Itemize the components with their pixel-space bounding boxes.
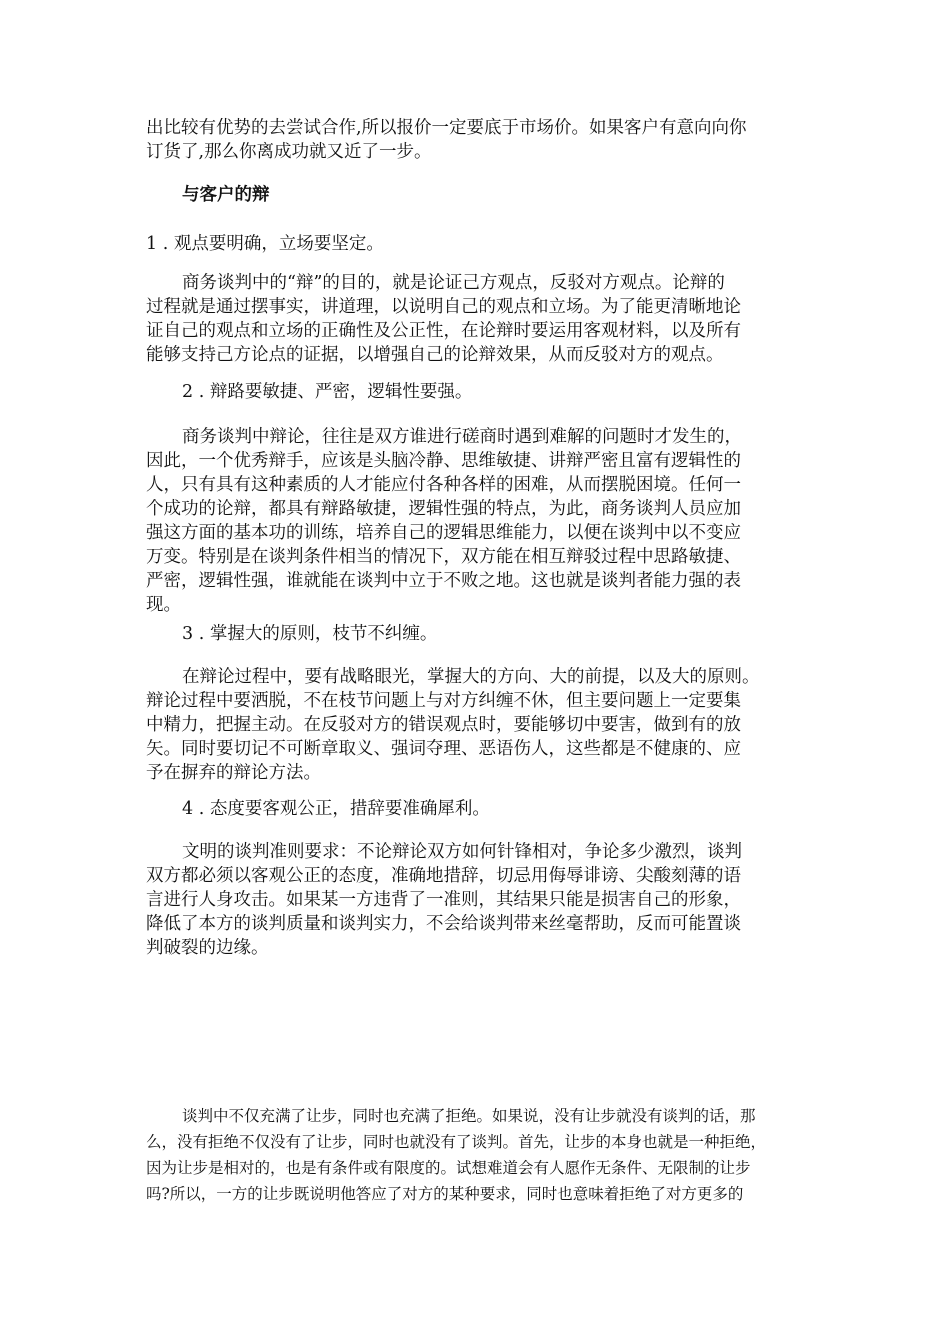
point-4-title: 4 . 态度要客观公正，措辞要准确犀利。 [182,799,490,819]
text-line: 么，没有拒绝不仅没有了让步，同时也就没有了谈判。首先，让步的本身也就是一种拒绝， [146,1133,767,1151]
text-line: 矢。同时要切记不可断章取义、强词夺理、恶语伤人，这些都是不健康的、应 [146,739,741,759]
text-line: 现。 [146,595,181,615]
text-line: 予在摒弃的辩论方法。 [146,763,321,783]
text-line: 证自己的观点和立场的正确性及公正性，在论辩时要运用客观材料，以及所有 [146,321,741,341]
text-line: 判破裂的边缘。 [146,938,269,958]
text-line: 文明的谈判准则要求：不论辩论双方如何针锋相对，争论多少激烈，谈判 [182,842,742,862]
text-line: 订货了,那么你离成功就又近了一步。 [146,142,432,162]
text-line: 因为让步是相对的，也是有条件或有限度的。试想难道会有人愿作无条件、无限制的让步 [146,1159,751,1177]
intro-paragraph [146,116,806,164]
point-4-body [146,840,806,960]
text-line: 言进行人身攻击。如果某一方违背了一准则，其结果只能是损害自己的形象， [146,890,741,910]
text-line: 严密，逻辑性强，谁就能在谈判中立于不败之地。这也就是谈判者能力强的表 [146,571,741,591]
text-line: 降低了本方的谈判质量和谈判实力，不会给谈判带来丝毫帮助，反而可能置谈 [146,914,741,934]
point-2-body [146,425,806,617]
text-line: 能够支持己方论点的证据，以增强自己的论辩效果，从而反驳对方的观点。 [146,345,724,365]
refusal-paragraph [146,1103,806,1207]
text-line: 谈判中不仅充满了让步，同时也充满了拒绝。如果说，没有让步就没有谈判的话，那 [182,1107,756,1125]
text-line: 辩论过程中要洒脱，不在枝节问题上与对方纠缠不休，但主要问题上一定要集 [146,691,741,711]
text-line: 中精力，把握主动。在反驳对方的错误观点时，要能够切中要害，做到有的放 [146,715,741,735]
text-line: 吗?所以，一方的让步既说明他答应了对方的某种要求，同时也意味着拒绝了对方更多的 [146,1185,744,1203]
point-3-title: 3 . 掌握大的原则，枝节不纠缠。 [182,624,438,644]
text-line: 因此，一个优秀辩手，应该是头脑冷静、思维敏捷、讲辩严密且富有逻辑性的 [146,451,741,471]
section-heading: 与客户的辩 [182,185,270,205]
point-2-title: 2 . 辩路要敏捷、严密，逻辑性要强。 [182,382,473,402]
text-line: 双方都必须以客观公正的态度，准确地措辞，切忌用侮辱诽谤、尖酸刻薄的语 [146,866,741,886]
text-line: 在辩论过程中，要有战略眼光，掌握大的方向、大的前提，以及大的原则。 [182,667,760,687]
text-line: 个成功的论辩，都具有辩路敏捷，逻辑性强的特点，为此，商务谈判人员应加 [146,499,741,519]
point-1-body [146,271,806,367]
point-3-body [146,665,806,785]
text-line: 强这方面的基本功的训练，培养自己的逻辑思维能力，以便在谈判中以不变应 [146,523,741,543]
text-line: 商务谈判中的“辩”的目的，就是论证己方观点，反驳对方观点。论辩的 [182,273,725,293]
text-line: 万变。特别是在谈判条件相当的情况下，双方能在相互辩驳过程中思路敏捷、 [146,547,741,567]
point-1-title: 1 . 观点要明确，立场要坚定。 [146,234,384,254]
text-line: 出比较有优势的去尝试合作,所以报价一定要底于市场价。如果客户有意向向你 [146,118,747,138]
text-line: 过程就是通过摆事实，讲道理，以说明自己的观点和立场。为了能更清晰地论 [146,297,741,317]
text-line: 商务谈判中辩论，往往是双方谁进行磋商时遇到难解的问题时才发生的， [182,427,742,447]
text-line: 人，只有具有这种素质的人才能应付各种各样的困难，从而摆脱困境。任何一 [146,475,741,495]
